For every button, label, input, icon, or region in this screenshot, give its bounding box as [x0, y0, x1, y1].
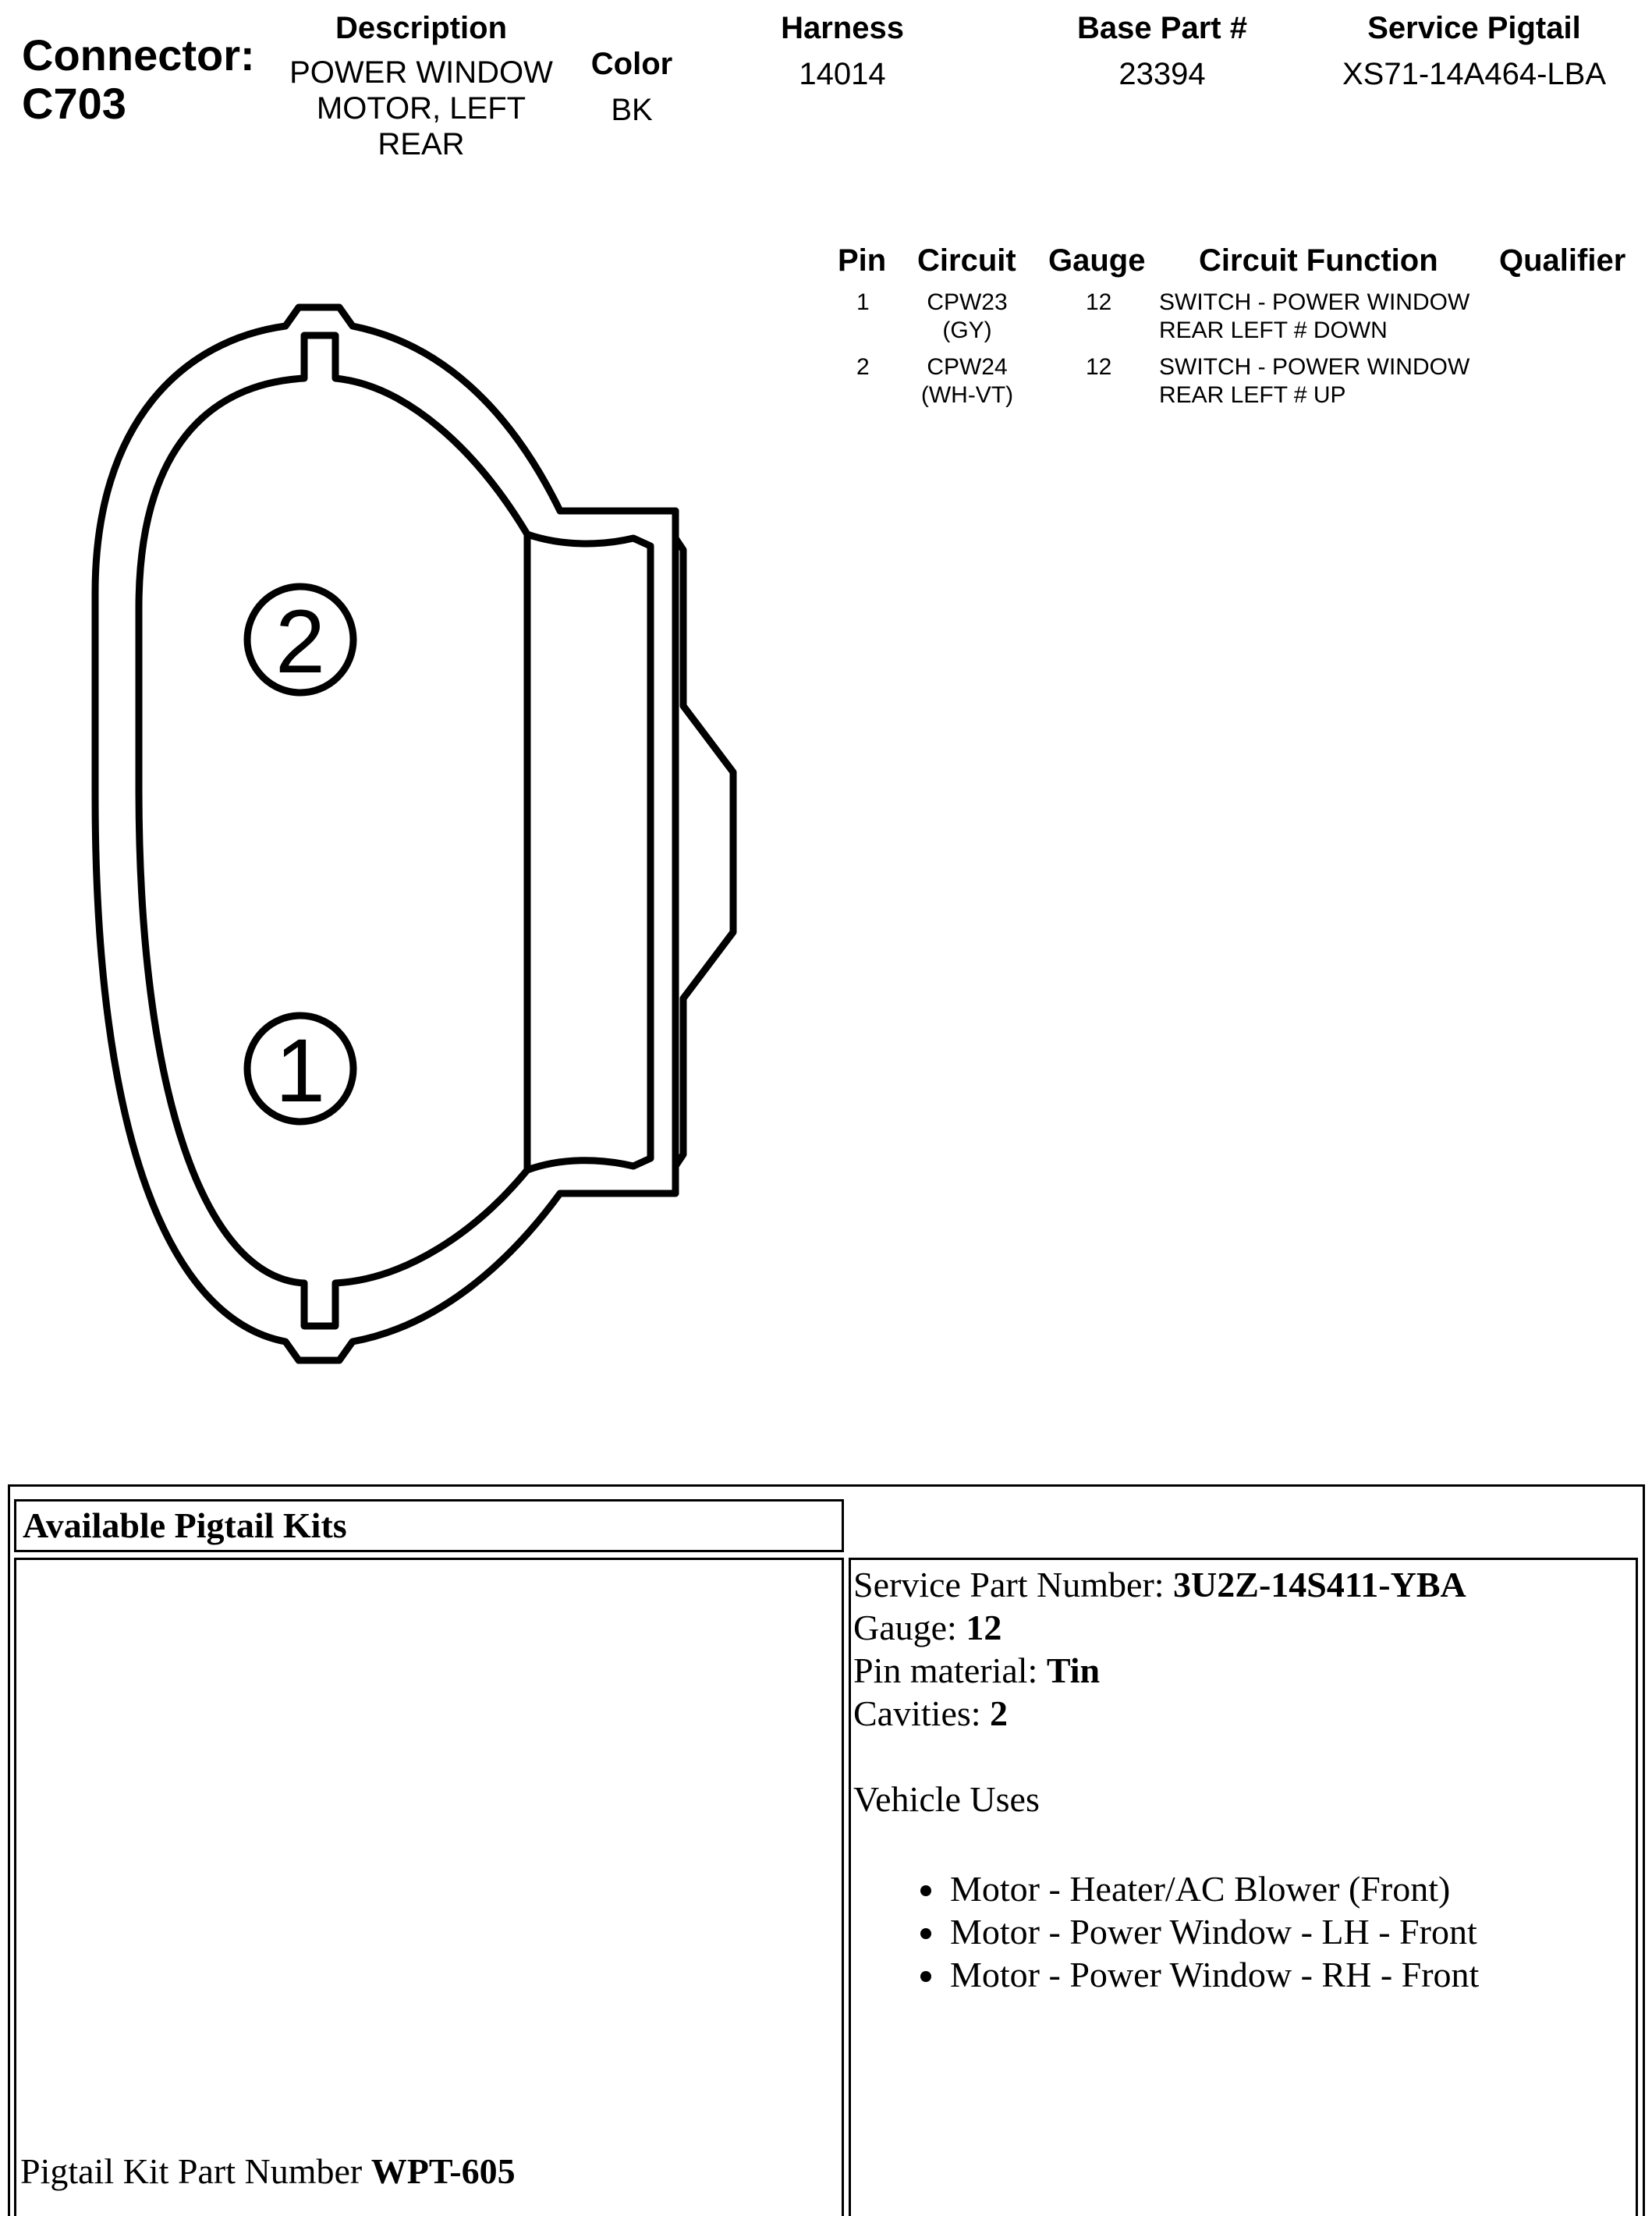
kit-gauge-value: 12: [966, 1608, 1002, 1647]
pin-cavity-2-label: 2: [275, 592, 325, 692]
pin-row-1-circuit: [897, 289, 1037, 345]
base-part-value: 23394: [1118, 57, 1206, 91]
pin-row-1-function-line-2: REAR LEFT # DOWN: [1159, 317, 1388, 343]
pin-row-1-gauge: 12: [1086, 289, 1112, 315]
pin-table-header-qualifier: Qualifier: [1499, 243, 1626, 278]
pin-row-2-function-line-2: REAR LEFT # UP: [1159, 382, 1346, 408]
description-line-3: REAR: [378, 127, 465, 161]
pin-row-1-circuit-code: CPW23: [927, 289, 1008, 315]
pin-row-1-function: [1159, 289, 1469, 345]
kit-pin-material-label: Pin material:: [853, 1650, 1047, 1690]
vehicle-uses-label: Vehicle Uses: [853, 1779, 1040, 1819]
pin-row-2-circuit: [897, 353, 1037, 410]
connector-housing-inner: [139, 335, 651, 1326]
pin-row-2-function-line-1: SWITCH - POWER WINDOW: [1159, 354, 1470, 380]
service-part-number-label: Service Part Number:: [853, 1565, 1174, 1604]
vehicle-use-item: • Motor - Power Window - RH - Front: [947, 1953, 1633, 1996]
kit-pin-material-value: Tin: [1046, 1650, 1101, 1690]
pigtail-kit-details: [853, 1563, 1633, 1996]
pin-table-header-pin: Pin: [838, 243, 887, 278]
description-header: Description: [335, 11, 508, 45]
base-part-header: Base Part #: [1077, 11, 1247, 45]
connector-id: C703: [22, 79, 126, 128]
vehicle-uses-list: [853, 1867, 1633, 1996]
pin-row-2-pin: 2: [856, 354, 870, 380]
pin-table-header-gauge: Gauge: [1048, 243, 1146, 278]
kit-gauge: [853, 1606, 1633, 1649]
pin-row-2-function: [1159, 353, 1469, 410]
color-header: Color: [590, 47, 673, 81]
harness-header: Harness: [781, 11, 904, 45]
description-line-1: POWER WINDOW: [289, 55, 553, 90]
vehicle-use-item: • Motor - Heater/AC Blower (Front): [947, 1867, 1633, 1910]
color-value: BK: [611, 93, 653, 127]
connector-label-text: Connector:: [22, 30, 255, 80]
pin-row-2-circuit-color: (WH-VT): [920, 382, 1014, 408]
connector-housing-outer: [95, 307, 733, 1360]
pin-row-1-pin: 1: [856, 289, 870, 315]
kit-cavities-label: Cavities:: [853, 1693, 991, 1733]
kit-gauge-label: Gauge:: [853, 1608, 966, 1647]
pigtail-kit-part-number: [20, 2150, 516, 2193]
pin-table-header-function: Circuit Function: [1199, 243, 1438, 278]
pin-cavity-1-label: 1: [275, 1021, 325, 1121]
kit-cavities: [853, 1692, 1633, 1735]
kit-cavities-value: 2: [990, 1693, 1009, 1733]
connector-face-diagram: [0, 0, 780, 1443]
pin-row-2-circuit-code: CPW24: [927, 354, 1008, 380]
service-pigtail-value: XS71-14A464-LBA: [1342, 57, 1606, 91]
pin-row-1-function-line-1: SWITCH - POWER WINDOW: [1159, 289, 1470, 315]
pin-table-header-circuit: Circuit: [917, 243, 1016, 278]
pigtail-kit-image-cell: [14, 1558, 844, 2216]
kit-pin-material: [853, 1649, 1633, 1692]
harness-value: 14014: [799, 57, 886, 91]
pigtail-kit-part-number-label: Pigtail Kit Part Number: [20, 2151, 371, 2191]
pigtail-kits-header: Available Pigtail Kits: [23, 1505, 347, 1545]
pin-row-2-gauge: 12: [1086, 354, 1112, 380]
service-part-number: [853, 1563, 1633, 1606]
service-pigtail-header: Service Pigtail: [1367, 11, 1581, 45]
pin-row-1-circuit-color: (GY): [942, 317, 992, 343]
description-line-2: MOTOR, LEFT: [316, 91, 526, 126]
vehicle-use-item: • Motor - Power Window - LH - Front: [947, 1910, 1633, 1953]
pigtail-kits-header-cell: [14, 1499, 844, 1552]
pigtail-kit-part-number-value: WPT-605: [370, 2151, 516, 2191]
service-part-number-value: 3U2Z-14S411-YBA: [1173, 1565, 1466, 1604]
